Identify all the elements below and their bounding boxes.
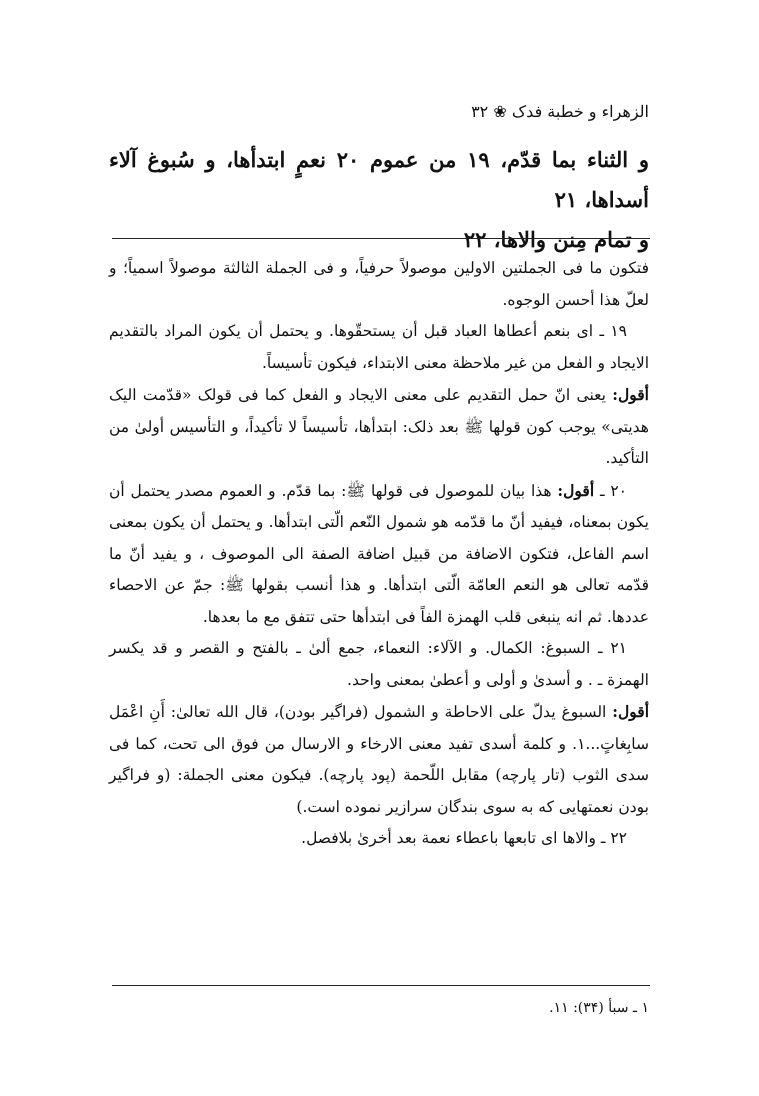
- commentary: [109, 253, 649, 855]
- note-19-comment: [109, 379, 649, 475]
- aqul-label: أقول:: [612, 385, 649, 404]
- running-header: الزهراء و خطبة فدک ❀ ٣٢: [471, 102, 649, 121]
- note-19-comment-text: يعنى انّ حمل التقديم على معنى الايجاد و الفعل كما فى قولک «قدّمت اليک هديتى» يوجب كون قولها ﷺ بعد ذلک: ابتدأها، تأسيساً لا تأكيداً، و التأسيس أولىٰ من التأكيد.: [109, 386, 649, 467]
- main-text-line: و تمام مِنن والاها، ٢٢: [463, 227, 649, 252]
- footnote: ١ ـ سبأ (٣۴): ١١.: [549, 1000, 649, 1016]
- aqul-label: أقول:: [612, 702, 650, 721]
- note-21-comment-text: السبوغ يدلّ على الاحاطة و الشمول (فراگير بودن)، قال الله تعالىٰ: أَنِ اعْمَل سابِغاتٍ...١. و کلمة أسدى تفيد معنى الارخاء و الارسال من فوق الى تحت، كما فى سدى الثوب (تار پارچه) مقابل اللّحمة (پود پارچه). فيکون معنى الجملة: (و فراگير بودن نعمتهايى كه به سوى بندگان سرازير نموده است.): [109, 703, 649, 816]
- aqul-label: أقول:: [557, 480, 595, 500]
- commentary-paragraph: فتکون ما فى الجملتين الاولين موصولاً حرفياً، و فى الجملة الثالثة موصولاً اسمياً؛ و لعلّ هذا أحسن الوجوه.: [109, 259, 649, 309]
- note-19: ١٩ ـ اى بنعم أعطاها العباد قبل أن يستحقّوها. و يحتمل أن يكون المراد بالتقديم الايجاد و الفعل من غير ملاحظة معنى الابتداء، فيکون تأسيساً.: [109, 322, 649, 372]
- note-20-number: ٢٠ ـ: [599, 481, 628, 500]
- note-21-comment: [109, 696, 649, 823]
- note-21: ٢١ ـ السبوغ: الکمال. و الآلاء: النعماء، جمع ألىٰ ـ بالفتح و القصر و قد يکسر الهمزة ـ . و أسدىٰ و أولى و أعطىٰ بمعنى واحد.: [109, 639, 649, 689]
- main-text-line: و الثناء بما قدّم، ١٩ من عموم ٢٠ نعمٍ ابتدأها، و سُبوغ آلاء أسداها، ٢١: [109, 147, 649, 212]
- note-20: [109, 475, 649, 634]
- divider-bottom: [112, 985, 650, 986]
- note-22: ٢٢ ـ والاها اى تابعها باعطاء نعمة بعد أخرىٰ بلافصل.: [301, 829, 627, 847]
- note-20-text: هذا بيان للموصول فى قولها ﷺ: بما قدّم. و العموم مصدر يحتمل أن يكون بمعناه، فيفيد أنّ ما قدّمه هو شمول النّعم الّتى ابتدأها. و يحتمل أن يكون بمعنى اسم الفاعل، فتکون الاضافة من قبيل اضافة الصفة الى الموصوف ، و يفيد أنّ ما قدّمه تعالى هو النعم العامّة الّتى ابتدأها. و هذا أنسب بقولها ﷺ: جمّ عن الاحصاء عددها. ثم انه ينبغى قلب الهمزة الفاً فى ابتدأها حتى تتفق مع ما بعدها.: [109, 481, 649, 626]
- main-text: [109, 140, 649, 260]
- divider-top: [112, 238, 650, 239]
